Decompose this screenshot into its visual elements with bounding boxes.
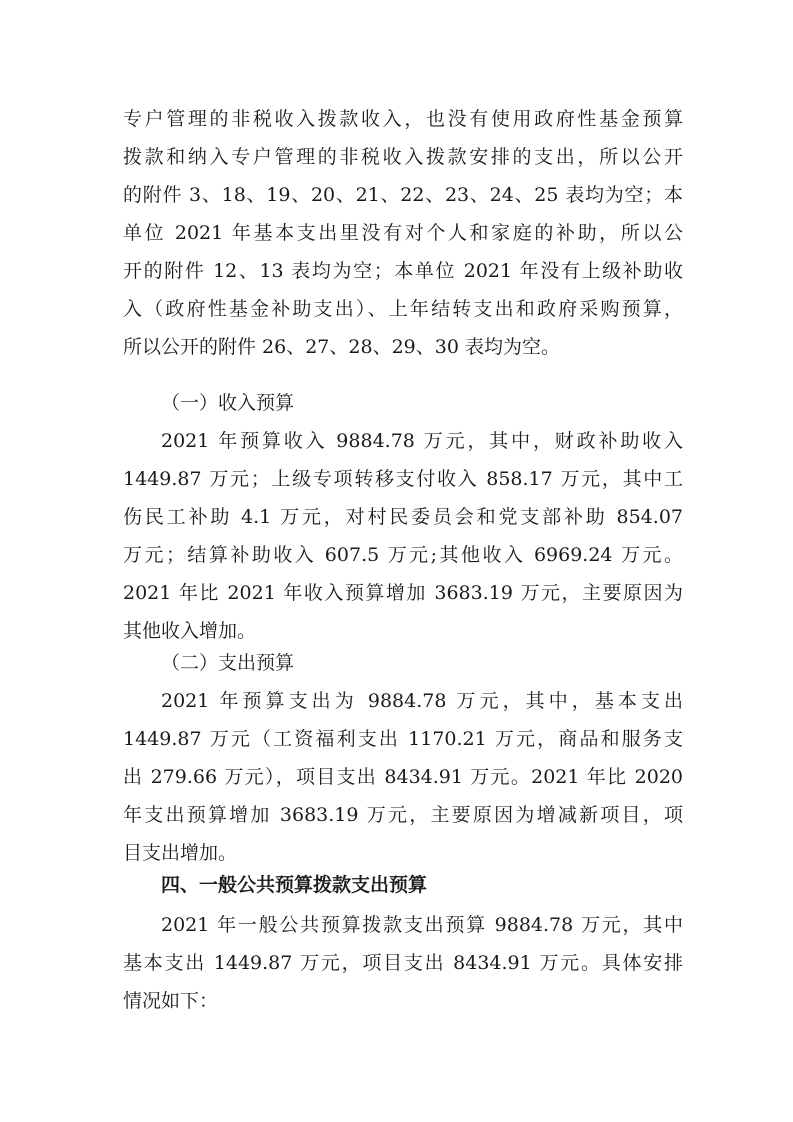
heading-text: （二）支出预算 <box>161 652 295 674</box>
text-line: 基本支出 1449.87 万元，项目支出 8434.91 万元。具体安排 <box>123 952 683 974</box>
text-line: 2021 年比 2021 年收入预算增加 3683.19 万元，主要原因为 <box>123 582 683 604</box>
text-line: 入（政府性基金补助支出）、上年结转支出和政府采购预算， <box>123 298 683 320</box>
text-line: 其他收入增加。 <box>123 620 257 642</box>
text-line: 2021 年一般公共预算拨款支出预算 9884.78 万元，其中 <box>161 914 683 936</box>
text-line: 年支出预算增加 3683.19 万元，主要原因为增减新项目，项 <box>123 804 683 826</box>
text-line: 2021 年预算收入 9884.78 万元，其中，财政补助收入 <box>161 430 683 452</box>
section-heading-general-budget <box>123 866 683 904</box>
text-line: 所以公开的附件 26、27、28、29、30 表均为空。 <box>123 336 560 358</box>
text-line: 出 279.66 万元），项目支出 8434.91 万元。2021 年比 2020 <box>123 766 683 788</box>
section-heading-income <box>123 384 683 422</box>
text-line: 专户管理的非税收入拨款收入，也没有使用政府性基金预算 <box>123 108 683 130</box>
text-line: 单位 2021 年基本支出里没有对个人和家庭的补助，所以公 <box>123 222 683 244</box>
heading-text: （一）收入预算 <box>161 392 295 414</box>
paragraph-income-budget <box>123 422 683 650</box>
heading-text: 四、一般公共预算拨款支出预算 <box>161 874 428 896</box>
paragraph-attachments-note <box>123 100 683 366</box>
text-line: 拨款和纳入专户管理的非税收入拨款安排的支出，所以公开 <box>123 146 683 168</box>
text-line: 2021 年预算支出为 9884.78 万元，其中，基本支出 <box>161 690 683 712</box>
text-line: 目支出增加。 <box>123 842 238 864</box>
text-line: 1449.87 万元（工资福利支出 1170.21 万元，商品和服务支 <box>123 728 683 750</box>
text-line: 万元；结算补助收入 607.5 万元;其他收入 6969.24 万元。 <box>123 544 683 566</box>
text-line: 的附件 3、18、19、20、21、22、23、24、25 表均为空；本 <box>123 184 683 206</box>
paragraph-expenditure-budget <box>123 682 683 872</box>
text-line: 伤民工补助 4.1 万元，对村民委员会和党支部补助 854.07 <box>123 506 683 528</box>
section-heading-expenditure <box>123 644 683 682</box>
text-line: 1449.87 万元；上级专项转移支付收入 858.17 万元，其中工 <box>123 468 683 490</box>
paragraph-general-budget <box>123 906 683 1020</box>
text-line: 情况如下： <box>123 990 219 1012</box>
text-line: 开的附件 12、13 表均为空；本单位 2021 年没有上级补助收 <box>123 260 683 282</box>
